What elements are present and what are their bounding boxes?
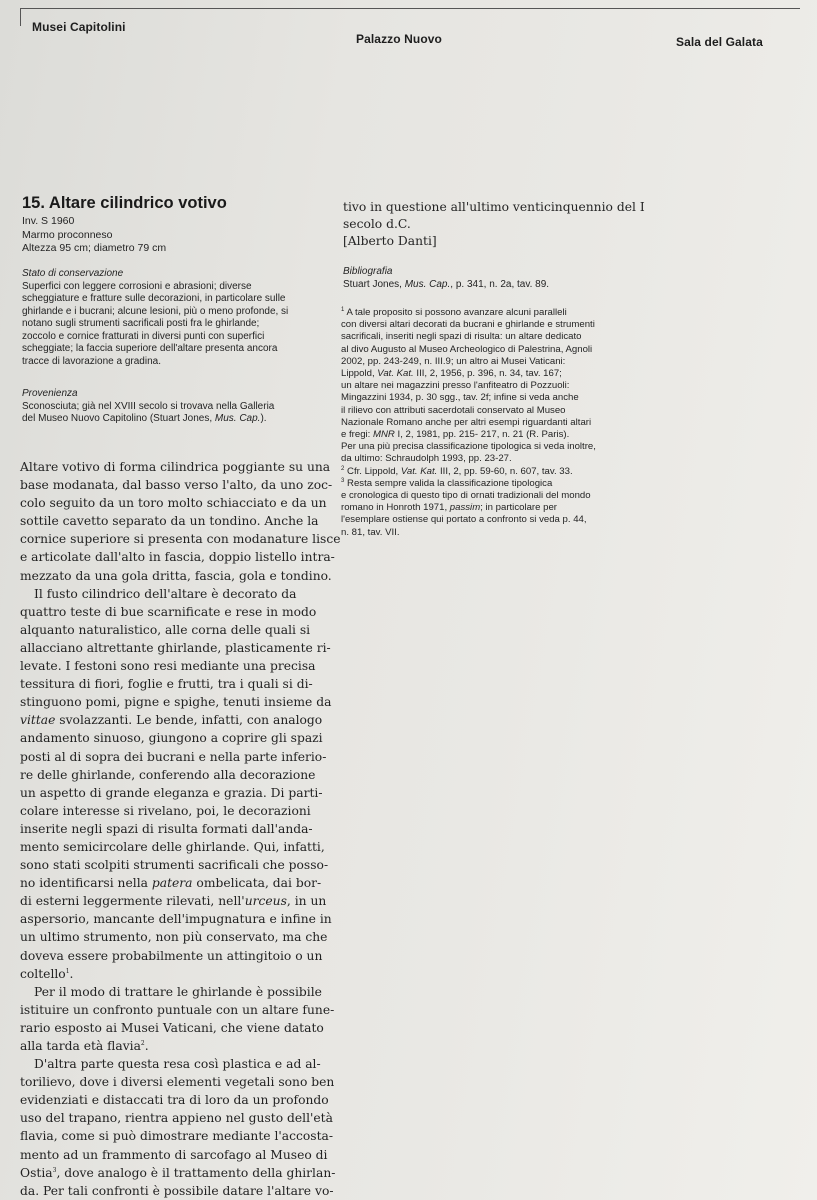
body-line: torilievo, dove i diversi elementi vegetali sono ben	[20, 1075, 335, 1090]
body-line: alla tarda età flavia$^2$.	[20, 1039, 149, 1053]
body-line: tessitura di fiori, foglie e frutti, tra i quali si di-	[20, 677, 313, 692]
footnote-line: Lippold, Vat. Kat. III, 2, 1956, p. 396, n. 34, tav. 167;	[341, 368, 562, 380]
footnote-line: con diversi altari decorati da bucrani e ghirlande e strumenti	[341, 319, 595, 331]
body-line: colo seguito da un toro molto schiacciato e da un	[20, 496, 327, 511]
footnote-line: e fregi: MNR I, 2, 1981, pp. 215- 217, n. 21 (R. Paris).	[341, 429, 570, 441]
footnote-ref: 3	[52, 1166, 57, 1174]
footnote-1: $^1$ A tale proposito si possono avanzare alcuni paralleli	[341, 306, 567, 318]
footnote-line: al divo Augusto al Museo Archeologico di Palestrina, Agnoli	[341, 343, 593, 355]
body-line: no identificarsi nella patera ombelicata, dai bor-	[20, 876, 322, 891]
body-line: un aspetto di grande eleganza e grazia. Di parti-	[20, 785, 323, 800]
body-line: mento ad un frammento di sarcofago al Museo di	[20, 1147, 328, 1162]
conservation-line: zoccolo e cornice fratturati in diversi punti con superfici	[22, 330, 265, 342]
body-line: mezzato da una gola dritta, fascia, gola e tondino.	[20, 568, 332, 583]
body-line: levate. I festoni sono resi mediante una precisa	[20, 659, 316, 674]
body-line: D'altra parte questa resa così plastica e ad al-	[34, 1057, 321, 1072]
conservation-line: tracce di lavorazione a gradina.	[22, 355, 161, 367]
provenance-section	[22, 388, 322, 426]
footnote-line: romano in Honroth 1971, passim; in particolare per	[341, 502, 557, 514]
body-line: Il fusto cilindrico dell'altare è decorato da	[34, 586, 297, 601]
body-line: coltello$^1$.	[20, 966, 74, 981]
entry-metadata	[22, 215, 322, 256]
author-signature: [Alberto Danti]	[343, 234, 437, 249]
bibliography-entry: Stuart Jones, Mus. Cap., p. 341, n. 2a, tav. 89.	[343, 278, 550, 290]
footnote-line: 2002, pp. 243-249, n. III.9; un altro ai Musei Vaticani:	[341, 355, 566, 367]
footnote-line: sacrificali, inseriti negli spazi di risulta: un altare dedicato	[341, 331, 582, 343]
body-line: sono stati scolpiti strumenti sacrificali che posso-	[20, 858, 329, 873]
body-line: Per il modo di trattare le ghirlande è possibile	[34, 984, 322, 999]
footnote-line: da ultimo: Schraudolph 1993, pp. 23-27.	[341, 453, 512, 465]
running-header-room: Sala del Galata	[676, 35, 763, 49]
footnote-line: Mingazzini 1934, p. 30 sgg., tav. 2f; infine si veda anche	[341, 392, 579, 404]
body-line: stinguono pomi, pigne e spighe, tenuti insieme da	[20, 695, 332, 710]
body-line: secolo d.C.	[343, 217, 411, 232]
body-line: cornice superiore si presenta con modanature lisce	[20, 532, 341, 547]
footnote-ref: 2	[140, 1039, 145, 1047]
body-line: vittae svolazzanti. Le bende, infatti, con analogo	[20, 713, 323, 728]
inventory-number: Inv. S 1960	[22, 215, 75, 227]
body-line: Ostia$^3$, dove analogo è il trattamento della ghirlan-	[20, 1165, 336, 1180]
dimensions: Altezza 95 cm; diametro 79 cm	[22, 242, 167, 254]
continued-body-text	[343, 199, 663, 251]
body-line: flavia, come si può dimostrare mediante l'accosta-	[20, 1129, 334, 1144]
body-line: posti al di sopra dei bucrani e nella parte inferio-	[20, 749, 327, 764]
provenance-line: del Museo Nuovo Capitolino (Stuart Jones, Mus. Cap.).	[22, 413, 267, 424]
bibliography-label: Bibliografia	[343, 266, 393, 277]
footnote-line: Per una più precisa classificazione tipologica si veda inoltre,	[341, 441, 596, 453]
body-line: rario esposto ai Musei Vaticani, che viene datato	[20, 1020, 324, 1035]
body-line: quattro teste di bue scarnificate e rese in modo	[20, 604, 317, 619]
body-line: mento semicircolare delle ghirlande. Qui, infatti,	[20, 839, 325, 854]
conservation-line: ghirlande e i bucrani; alcune lesioni, più o meno profonde, si	[22, 305, 289, 317]
footnote-line: un altare nei magazzini presso l'anfiteatro di Pozzuoli:	[341, 380, 570, 392]
footnote-3: $^3$ Resta sempre valida la classificazione tipologica	[341, 477, 553, 489]
running-header-building: Palazzo Nuovo	[356, 32, 442, 46]
body-line: e articolate dall'alto in fascia, doppio listello intra-	[20, 550, 335, 565]
body-line: re delle ghirlande, conferendo alla decorazione	[20, 767, 316, 782]
material: Marmo proconneso	[22, 228, 113, 241]
conservation-line: scheggiature e fratture sulle decorazioni, in particolare sulle	[22, 293, 286, 304]
provenance-line: Sconosciuta; già nel XVIII secolo si trovava nella Galleria	[22, 400, 275, 412]
conservation-label: Stato di conservazione	[22, 268, 124, 279]
body-line: da. Per tali confronti è possibile datare l'altare vo-	[20, 1183, 334, 1198]
body-line: un ultimo strumento, non più conservato, ma che	[20, 930, 328, 945]
provenance-label: Provenienza	[22, 388, 78, 399]
body-line: istituire un confronto puntuale con un altare fune-	[20, 1002, 335, 1017]
body-line: andamento sinuoso, giungono a coprire gli spazi	[20, 731, 323, 746]
header-rule	[20, 8, 800, 9]
body-line: inserite negli spazi di risulta formati dall'anda-	[20, 821, 313, 836]
conservation-line: notano sugli strumenti sacrificali posti fra le ghirlande;	[22, 318, 260, 329]
footnote-line: n. 81, tav. VII.	[341, 526, 400, 538]
conservation-section	[22, 268, 322, 368]
conservation-line: scheggiate; la faccia superiore dell'altare presenta ancora	[22, 343, 278, 354]
main-body-text	[20, 458, 341, 1200]
body-line: alquanto naturalistico, alle corna delle quali si	[20, 622, 311, 637]
body-line: evidenziati e distaccati tra di loro da un profondo	[20, 1093, 329, 1108]
footnote-line: l'esemplare ostiense qui portato a confronto si veda p. 44,	[341, 514, 587, 526]
body-line: sottile cavetto separato da un tondino. Anche la	[20, 514, 319, 529]
conservation-line: Superfici con leggere corrosioni e abrasioni; diverse	[22, 280, 252, 292]
footnote-ref: 1	[65, 967, 70, 975]
bibliography-section	[343, 266, 663, 291]
body-line: doveva essere probabilmente un attingitoio o un	[20, 948, 323, 963]
entry-title: 15. Altare cilindrico votivo	[22, 194, 227, 212]
running-header-museum: Musei Capitolini	[32, 20, 126, 34]
body-line: base modanata, dal basso verso l'alto, da uno zoc-	[20, 478, 333, 493]
body-line: di esterni leggermente rilevati, nell'urceus, in un	[20, 894, 327, 909]
footnote-2: $^2$ Cfr. Lippold, Vat. Kat. III, 2, pp. 59-60, n. 607, tav. 33.	[341, 465, 573, 477]
body-line: tivo in questione all'ultimo venticinquennio del I	[343, 200, 645, 214]
footnote-line: Nazionale Romano anche per altri esempi riguardanti altari	[341, 416, 592, 428]
body-line: Altare votivo di forma cilindrica poggiante su una	[20, 460, 331, 474]
footnote-line: e cronologica di questo tipo di ornati tradizionali del mondo	[341, 490, 591, 502]
body-line: colare interesse si rivelano, poi, le decorazioni	[20, 803, 311, 818]
footnote-line: il rilievo con attributi sacerdotali conservato al Museo	[341, 404, 566, 416]
body-line: aspersorio, mancante dell'impugnatura e infine in	[20, 912, 332, 927]
body-line: uso del trapano, rientra appieno nel gusto dell'età	[20, 1111, 333, 1126]
footnotes	[341, 307, 631, 539]
body-line: allacciano altrettante ghirlande, plasticamente ri-	[20, 640, 331, 655]
header-rule-tick	[20, 8, 21, 26]
